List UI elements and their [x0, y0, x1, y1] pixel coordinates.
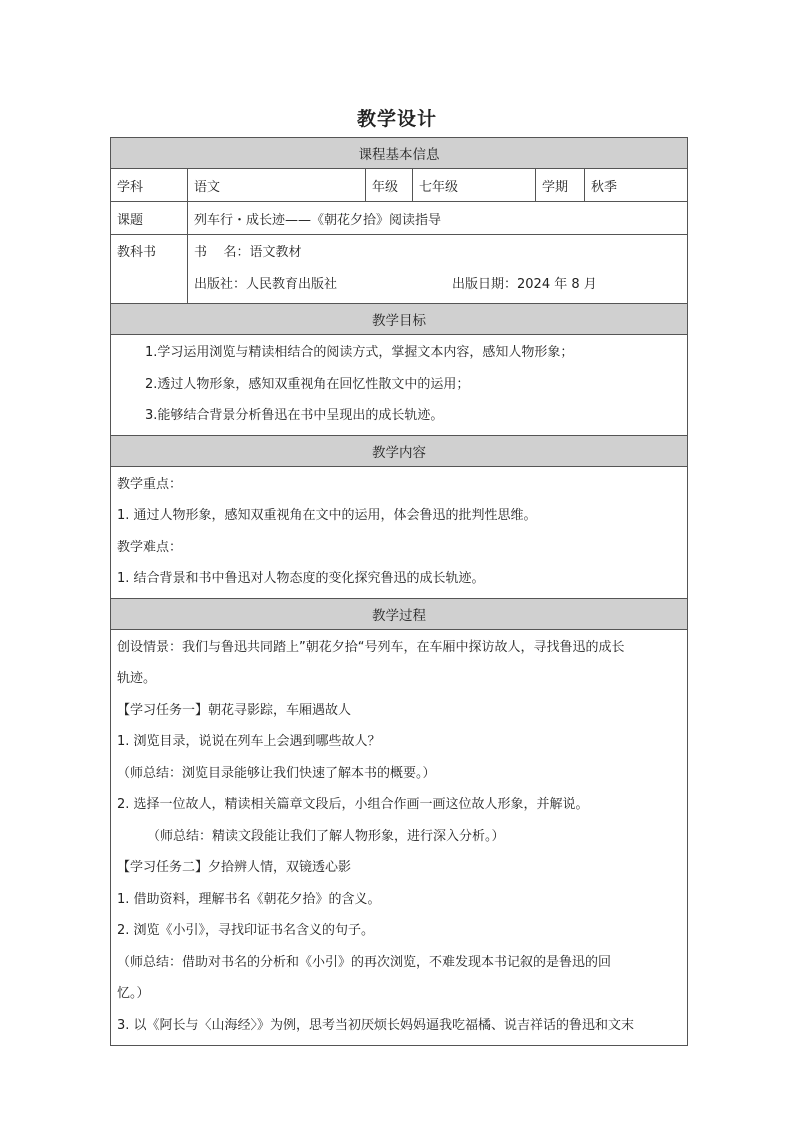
task-step: 2. 选择一位故人，精读相关篇章文段后，小组合作画一画这位故人形象，并解说。	[117, 797, 589, 812]
task-heading: 【学习任务一】朝花寻影踪，车厢遇故人	[117, 702, 352, 718]
teacher-summary: 忆。）	[117, 986, 150, 1001]
lesson-plan-table	[110, 137, 688, 1046]
publisher-line: 出版社：人民教育出版社	[194, 276, 338, 292]
intro-line: 轨迹。	[117, 671, 157, 686]
section-header-objectives: 教学目标	[111, 304, 688, 335]
difficult-points-label: 教学难点：	[117, 539, 183, 555]
page-title: 教学设计	[356, 108, 437, 130]
topic-label: 课题	[111, 202, 188, 235]
objective-item: 3.能够结合背景分析鲁迅在书中呈现出的成长轨迹。	[145, 408, 444, 423]
textbook-label: 教科书	[111, 235, 188, 304]
content-block	[111, 466, 688, 598]
section-header-process: 教学过程	[111, 598, 688, 629]
objective-item: 2.透过人物形象，感知双重视角在回忆性散文中的运用；	[145, 376, 470, 392]
task-heading: 【学习任务二】夕拾辨人情，双镜透心影	[117, 860, 352, 875]
teacher-summary: （师总结：精读文段能让我们了解人物形象，进行深入分析。）	[147, 828, 505, 844]
section-header-content: 教学内容	[111, 435, 688, 466]
section-header-basic-info: 课程基本信息	[111, 138, 688, 169]
grade-value: 七年级	[413, 169, 536, 202]
textbook-info	[188, 235, 688, 304]
task-step: 3. 以《阿长与〈山海经〉》为例，思考当初厌烦长妈妈逼我吃福橘、说吉祥话的鲁迅和文末	[117, 1017, 635, 1033]
term-label: 学期	[536, 169, 585, 202]
objectives-list	[111, 335, 688, 436]
task-step: 1. 借助资料，理解书名《朝花夕拾》的含义。	[117, 891, 381, 907]
difficult-point-item: 1. 结合背景和书中鲁迅对人物态度的变化探究鲁迅的成长轨迹。	[117, 571, 485, 586]
grade-label: 年级	[366, 169, 413, 202]
subject-value: 语文	[188, 169, 366, 202]
teacher-summary: （师总结：借助对书名的分析和《小引》的再次浏览，不难发现本书记叙的是鲁迅的回	[117, 954, 612, 970]
publish-date-line: 出版日期：2024 年 8 月	[452, 276, 597, 292]
teacher-summary: （师总结：浏览目录能够让我们快速了解本书的概要。）	[117, 765, 436, 781]
process-block	[111, 629, 688, 1046]
subject-label: 学科	[111, 169, 188, 202]
key-point-item: 1. 通过人物形象，感知双重视角在文中的运用，体会鲁迅的批判性思维。	[117, 508, 537, 523]
key-points-label: 教学重点：	[117, 476, 183, 492]
topic-value: 列车行・成长迹——《朝花夕拾》阅读指导	[188, 202, 688, 235]
task-step: 1. 浏览目录，说说在列车上会遇到哪些故人？	[117, 734, 381, 749]
task-step: 2. 浏览《小引》，寻找印证书名含义的句子。	[117, 923, 375, 938]
intro-line: 创设情景：我们与鲁迅共同踏上”朝花夕拾“号列车，在车厢中探访故人，寻找鲁迅的成长	[117, 639, 625, 655]
objective-item: 1.学习运用浏览与精读相结合的阅读方式，掌握文本内容，感知人物形象；	[145, 345, 574, 360]
book-name-line: 书 名：语文教材	[194, 245, 302, 260]
term-value: 秋季	[585, 169, 688, 202]
